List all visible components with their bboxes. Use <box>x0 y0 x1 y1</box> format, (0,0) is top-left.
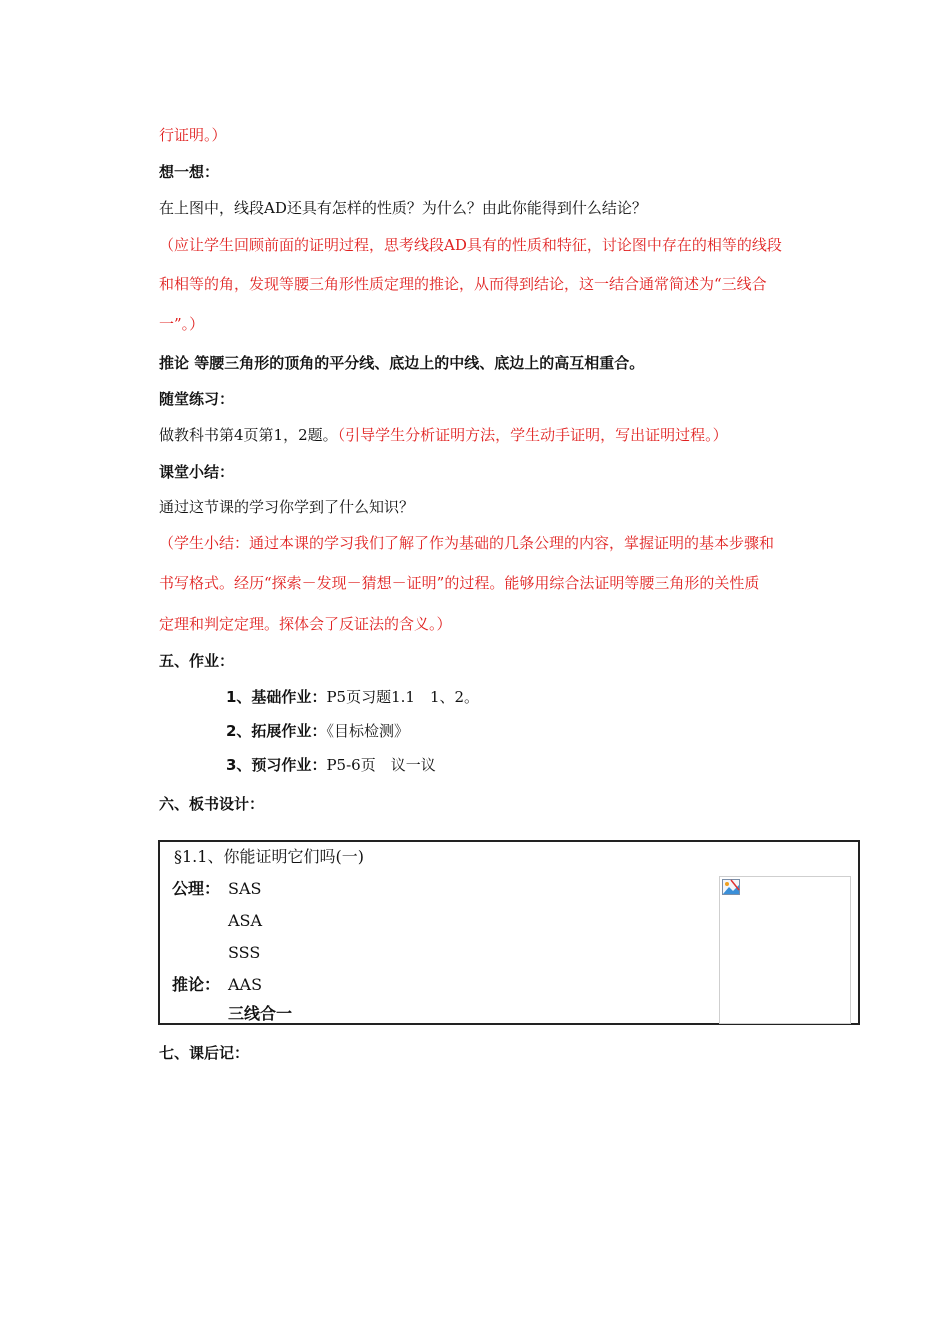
homework-label-1: 1、基础作业： <box>226 688 327 706</box>
corollary-statement: 推论 等腰三角形的顶角的平分线、底边上的中线、底边上的高互相重合。 <box>159 354 645 372</box>
practice-task: 做教科书第4页第1，2题。 <box>159 426 338 444</box>
axiom-asa: ASA <box>228 911 263 930</box>
note-continuation: 行证明。） <box>159 126 227 144</box>
practice-note: （引导学生分析证明方法，学生动手证明，写出证明过程。） <box>337 426 728 444</box>
summary-note-3: 定理和判定定理。探体会了反证法的含义。） <box>159 615 452 633</box>
homework-text-1: P5页习题1.1 1、2。 <box>326 688 480 706</box>
heading-homework: 五、作业： <box>159 652 235 670</box>
summary-note-1: （学生小结：通过本课的学习我们了解了作为基础的几条公理的内容，掌握证明的基本步骤和 <box>159 534 775 552</box>
corollary-label: 推论： <box>172 975 221 994</box>
teacher-note-1: （应让学生回顾前面的证明过程，思考线段AD具有的性质和特征，讨论图中存在的相等的线段 <box>159 236 782 254</box>
corollary-three-lines: 三线合一 <box>228 1004 293 1023</box>
homework-item-2 <box>226 721 409 741</box>
summary-note-2: 书写格式。经历“探索－发现－猜想－证明”的过程。能够用综合法证明等腰三角形的关性质 <box>159 574 760 592</box>
image-placeholder <box>719 876 851 1024</box>
homework-item-3 <box>226 755 436 775</box>
board-design-box <box>158 840 860 1025</box>
teacher-note-2: 和相等的角，发现等腰三角形性质定理的推论，从而得到结论，这一结合通常简述为“三线合 <box>159 275 767 293</box>
axiom-sss: SSS <box>228 943 261 962</box>
teacher-note-3: 一”。） <box>159 315 205 333</box>
question-text: 在上图中，线段AD还具有怎样的性质？为什么？由此你能得到什么结论？ <box>159 199 647 217</box>
homework-text-2: 《目标检测》 <box>326 722 409 740</box>
heading-summary: 课堂小结： <box>159 463 235 481</box>
homework-label-3: 3、预习作业： <box>226 756 327 774</box>
summary-question: 通过这节课的学习你学到了什么知识？ <box>159 498 415 516</box>
homework-text-3: P5-6页 议一议 <box>326 756 436 774</box>
corollary-aas: AAS <box>228 975 263 994</box>
broken-image-icon <box>722 879 740 895</box>
practice-line <box>159 425 728 445</box>
heading-think: 想一想： <box>159 163 220 181</box>
axiom-label: 公理： <box>172 879 221 898</box>
homework-label-2: 2、拓展作业： <box>226 722 327 740</box>
heading-practice: 随堂练习： <box>159 390 235 408</box>
heading-board-design: 六、板书设计： <box>159 795 265 813</box>
axiom-sas: SAS <box>228 879 262 898</box>
homework-item-1 <box>226 687 479 707</box>
board-title: §1.1、你能证明它们吗(一) <box>174 847 364 866</box>
heading-afterword: 七、课后记： <box>159 1044 250 1062</box>
